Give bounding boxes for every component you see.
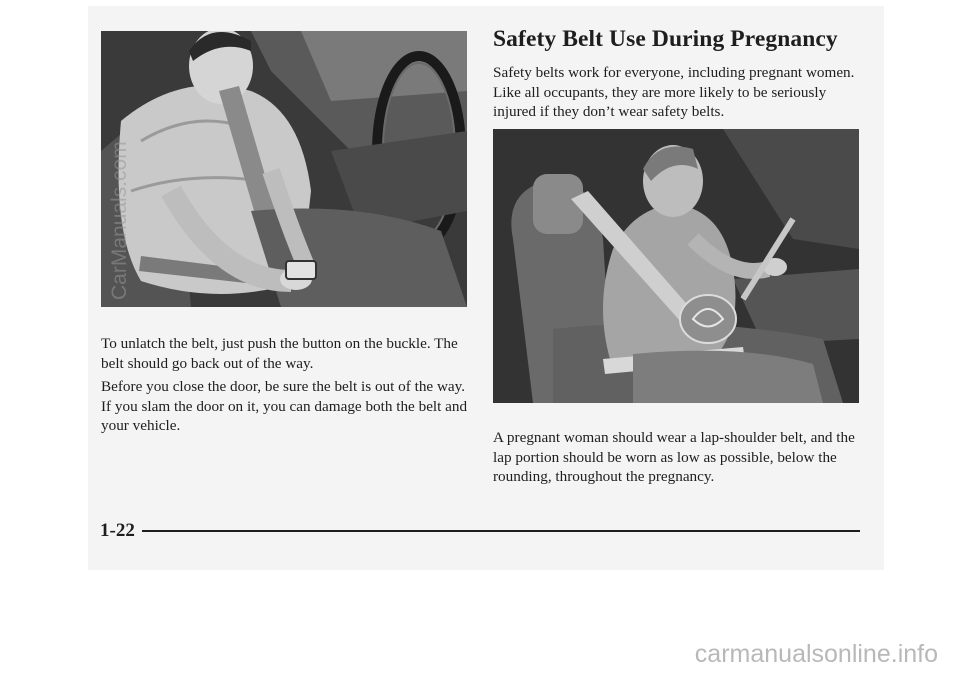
page-number: 1-22 bbox=[100, 520, 135, 541]
unlatch-instruction-paragraph: To unlatch the belt, just push the button on the buckle. The belt should go back out of the way. bbox=[101, 335, 458, 372]
footer-site-watermark: carmanualsonline.info bbox=[694, 640, 938, 668]
unlatch-belt-drawing bbox=[101, 31, 467, 307]
footer-rule bbox=[142, 530, 860, 532]
lap-belt-caption-paragraph: A pregnant woman should wear a lap-shoulder belt, and the lap portion should be worn as low as possible, below the rounding, throughout the pregnancy. bbox=[493, 429, 855, 485]
pregnancy-intro-paragraph: Safety belts work for everyone, including pregnant women. Like all occupants, they are more likely to be seriously injured if they don’t wear safety belts. bbox=[493, 64, 855, 120]
unlatch-belt-illustration bbox=[101, 31, 467, 307]
close-door-warning-paragraph: Before you close the door, be sure the belt is out of the way. If you slam the door on it, you can damage both the belt and your vehicle. bbox=[101, 378, 468, 434]
pregnant-woman-belt-illustration bbox=[493, 129, 859, 403]
pregnant-woman-drawing bbox=[493, 129, 859, 403]
page-title: Safety Belt Use During Pregnancy bbox=[493, 26, 838, 52]
side-watermark-text: CarManuals.com bbox=[108, 141, 131, 300]
